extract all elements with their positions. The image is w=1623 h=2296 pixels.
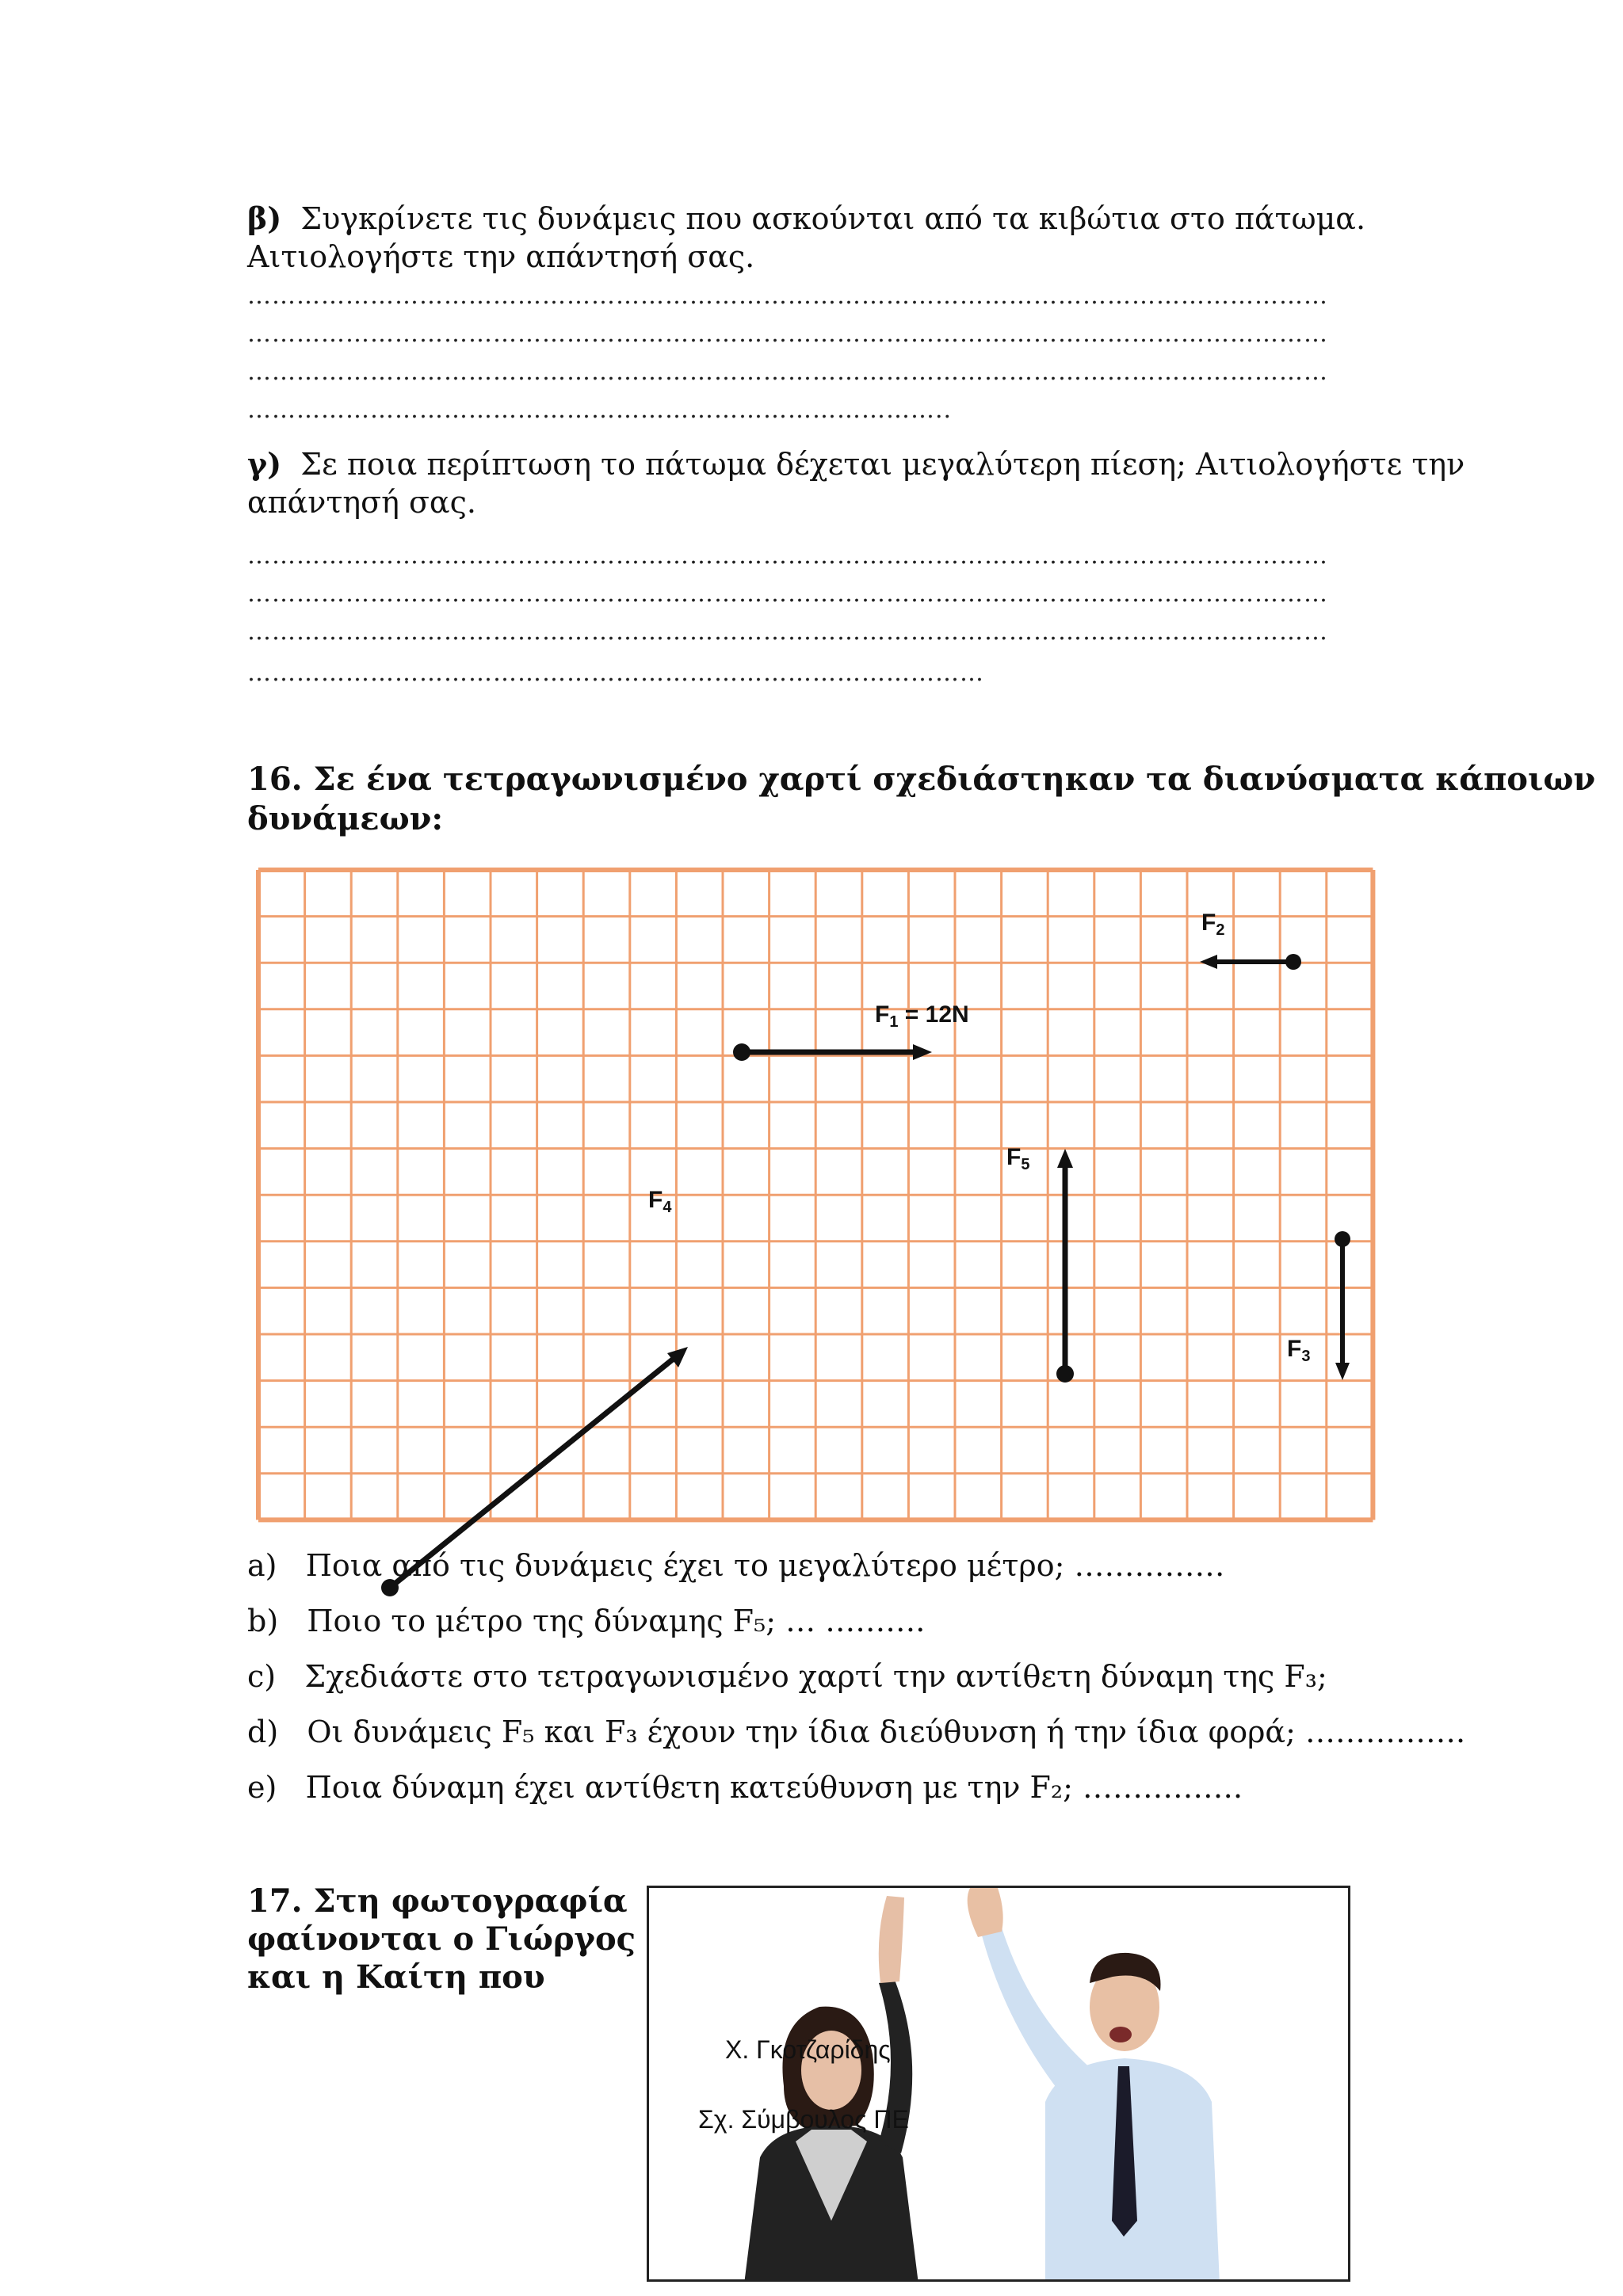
- vector-f3: [1335, 1231, 1350, 1380]
- answer-line[interactable]: …………………………………………………………………………..: [247, 396, 953, 424]
- watermark-line1: Χ. Γκοτζαρίδης: [725, 2035, 891, 2064]
- q15b-text-cont: Αιτιολογήστε την απάντησή σας.: [247, 239, 755, 274]
- question-letter: b): [247, 1604, 279, 1638]
- label-f4: $F_4$: [648, 1187, 672, 1216]
- label-f5: $F_5$: [1006, 1144, 1030, 1173]
- q17-title-line1: 17. Στη φωτογραφία: [247, 1882, 628, 1920]
- question-c: [247, 1657, 1465, 1713]
- q15c-label: γ): [247, 446, 282, 482]
- label-f3: $F_3$: [1287, 1336, 1311, 1365]
- answer-line[interactable]: ……………………………………………………………………………………………………………………: [247, 358, 1328, 386]
- question-letter: c): [247, 1659, 277, 1694]
- q15c-text: Σε ποια περίπτωση το πάτωμα δέχεται μεγαλύτερη πίεση; Αιτιολογήστε την: [300, 447, 1465, 482]
- label-f1: $F_1 = 12N$: [875, 1001, 969, 1031]
- woman-figure: [744, 1896, 918, 2282]
- q17-title-line2: φαίνονται ο Γιώργος: [247, 1920, 636, 1958]
- high-five-illustration: [649, 1888, 1350, 2282]
- question-text: Οι δυνάμεις F₅ και F₃ έχουν την ίδια διεύθυνση ή την ίδια φορά; …………….: [307, 1714, 1466, 1749]
- q16-title-line1: 16. Σε ένα τετραγωνισμένο χαρτί σχεδιάστηκαν τα διανύσματα κάποιων: [247, 761, 1596, 798]
- question-letter: d): [247, 1714, 279, 1749]
- answer-line[interactable]: ……………………………………………………………………………………………………………………: [247, 542, 1328, 570]
- answer-line[interactable]: ………………………………………………………………………………: [247, 659, 984, 687]
- label-f2: $F_2$: [1201, 910, 1225, 939]
- question-text: Σχεδιάστε στο τετραγωνισμένο χαρτί την αντίθετη δύναμη της F₃;: [304, 1659, 1327, 1694]
- vector-f5: [1056, 1149, 1074, 1383]
- high-five-photo: [647, 1886, 1350, 2282]
- q15b-label: β): [247, 200, 282, 236]
- answer-line[interactable]: ……………………………………………………………………………………………………………………: [247, 618, 1328, 646]
- question-text: Ποια από τις δυνάμεις έχει το μεγαλύτερο μέτρο; ……………: [305, 1548, 1225, 1583]
- q16-questions: [247, 1547, 1465, 1824]
- answer-line[interactable]: ……………………………………………………………………………………………………………………: [247, 320, 1328, 348]
- vector-f2: [1200, 954, 1301, 970]
- answer-line[interactable]: ……………………………………………………………………………………………………………………: [247, 282, 1328, 310]
- q16-title-line2: δυνάμεων:: [247, 800, 444, 837]
- vector-f1: [733, 1043, 932, 1061]
- question-letter: e): [247, 1770, 277, 1805]
- question-a: [247, 1547, 1465, 1602]
- question-d: [247, 1713, 1465, 1768]
- q15c-text-cont: απάντησή σας.: [247, 485, 476, 520]
- q17-title-line3: και η Καίτη που: [247, 1958, 545, 1996]
- question-text: Ποια δύναμη έχει αντίθετη κατεύθυνση με την F₂; …………….: [305, 1770, 1243, 1805]
- graph-paper-grid: [258, 870, 1373, 1520]
- question-letter: a): [247, 1548, 277, 1583]
- answer-line[interactable]: ……………………………………………………………………………………………………………………: [247, 580, 1328, 608]
- watermark-line2: Σχ. Σύμβουλος ΠΕ: [698, 2105, 909, 2134]
- question-text: Ποιο το μέτρο της δύναμης F₅; … ……….: [307, 1604, 926, 1638]
- man-figure: [968, 1888, 1220, 2282]
- question-b: [247, 1602, 1465, 1657]
- q15b-text: Συγκρίνετε τις δυνάμεις που ασκούνται από τα κιβώτια στο πάτωμα.: [300, 201, 1366, 236]
- question-e: [247, 1768, 1465, 1824]
